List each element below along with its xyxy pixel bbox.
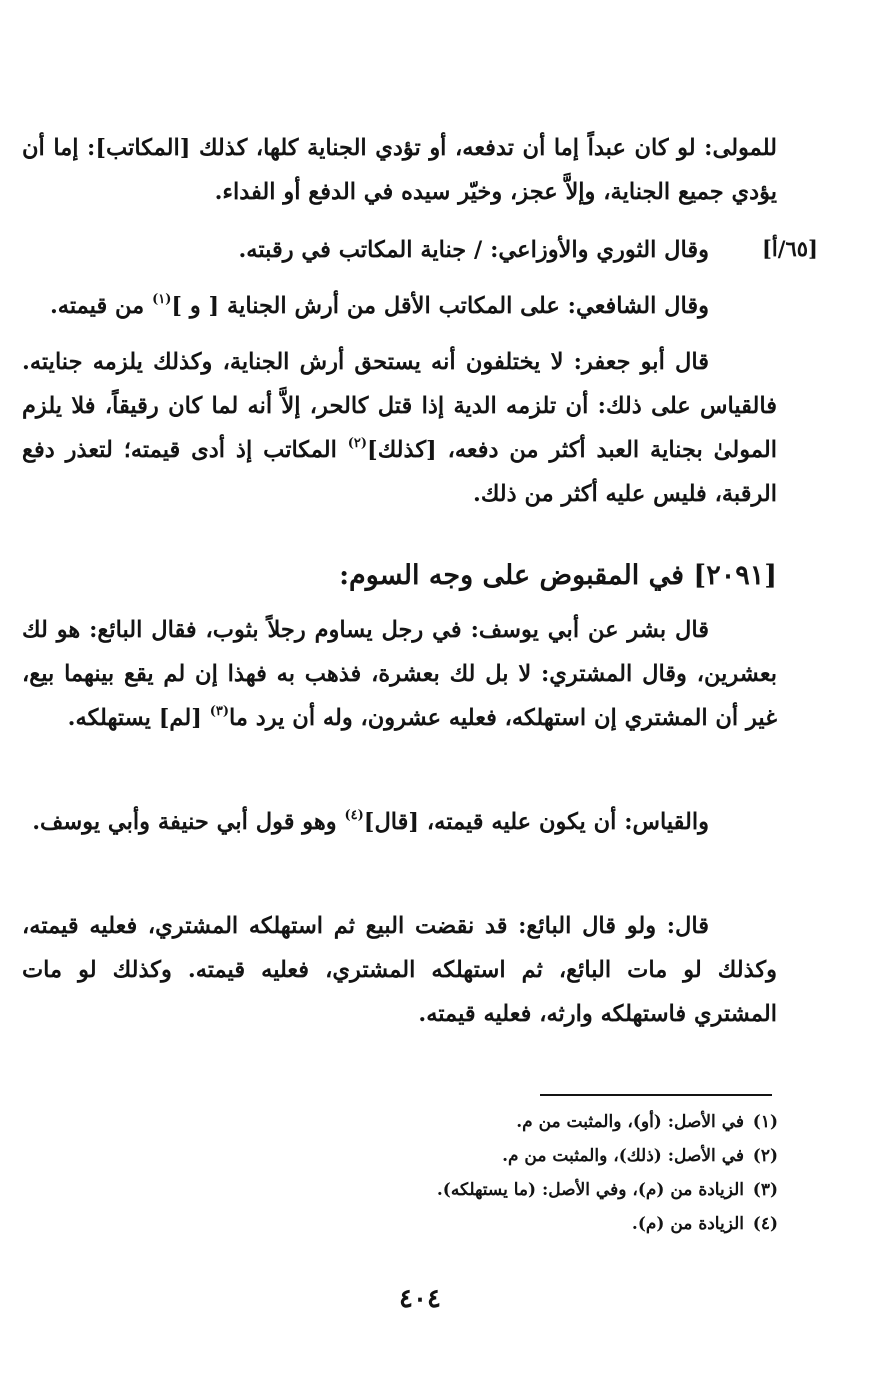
margin-reference: [٦٥/أ] [762, 236, 818, 261]
paragraph-last [22, 904, 777, 1036]
footnote-ref: (١) [152, 291, 172, 307]
footnote-number: (٣) [752, 1180, 778, 1200]
footnote [300, 1142, 778, 1171]
paragraph-text: [لم] يستهلكه. [67, 705, 210, 731]
paragraph-text: والقياس: أن يكون عليه قيمته، [قال] [363, 809, 709, 835]
footnote-text: الزيادة من (م). [631, 1214, 744, 1234]
paragraph-bishr [22, 608, 777, 740]
heading-text: [٢٠٩١] في المقبوض على وجه السوم: [339, 560, 777, 591]
footnote [300, 1210, 778, 1239]
paragraph-text: المكاتب إذ أدى قيمته؛ لتعذر دفع الرقبة، فليس عليه أكثر من ذلك. [22, 437, 777, 507]
footnote-text: الزيادة من (م)، وفي الأصل: (ما يستهلكه). [436, 1180, 744, 1200]
paragraph-continuation [22, 126, 777, 214]
paragraph-text: قال بشر عن أبي يوسف: في رجل يساوم رجلاً بثوب، فقال البائع: هو لك بعشرين، وقال المشتري: لا بل لك بعشرة، فذهب به فهذا إن لم يقع بينهما بيع، غير أن المشتري إن استهلكه، فعليه عشرون، وله أن يرد ما [22, 617, 777, 731]
footnote [300, 1108, 778, 1137]
footnote-ref: (٢) [347, 435, 368, 451]
paragraph-qiyas [22, 800, 777, 844]
paragraph-thawri [22, 228, 777, 272]
page-number: ٤٠٤ [399, 1284, 441, 1314]
footnote-number: (٤) [752, 1214, 778, 1234]
footnote-number: (١) [752, 1112, 778, 1132]
paragraph-shafii [22, 284, 777, 328]
footnote-ref: (٤) [344, 807, 364, 823]
section-heading [22, 556, 777, 596]
paragraph-text: وهو قول أبي حنيفة وأبي يوسف. [32, 809, 345, 835]
footnote-text: في الأصل: (ذلك)، والمثبت من م. [502, 1146, 744, 1166]
footnote-ref: (٣) [209, 703, 230, 719]
footnote-number: (٢) [752, 1146, 778, 1166]
paragraph-text: من قيمته. [49, 293, 153, 319]
paragraph-text: قال أبو جعفر: لا يختلفون أنه يستحق أرش الجناية، وكذلك يلزمه جنايته. فالقياس على ذلك: أن تلزمه الدية إذا قتل كالحر، إلاَّ أنه لما كان رقيقاً، فلا يلزم المولىٰ بجناية العبد أكثر من دفعه، [كذلك] [22, 349, 777, 463]
paragraph-text: للمولى: لو كان عبداً إما أن تدفعه، أو تؤدي الجناية كلها، كذلك [المكاتب]: إما أن يؤدي جميع الجناية، وإلاَّ عجز، وخيّر سيده في الدفع أو الفداء. [22, 135, 777, 205]
paragraph-text: وقال الشافعي: على المكاتب الأقل من أرش الجناية [ و ] [171, 293, 709, 319]
paragraph-text: قال: ولو قال البائع: قد نقضت البيع ثم استهلكه المشتري، فعليه قيمته، وكذلك لو مات البائع، ثم استهلكه المشتري، فعليه قيمته. وكذلك لو مات المشتري فاستهلكه وارثه، فعليه قيمته. [22, 913, 777, 1027]
footnote-divider [540, 1094, 772, 1096]
paragraph-abu-jafar [22, 340, 777, 516]
paragraph-text: وقال الثوري والأوزاعي: / جناية المكاتب في رقبته. [238, 237, 709, 263]
footnote-text: في الأصل: (أو)، والمثبت من م. [516, 1112, 744, 1132]
footnote [300, 1176, 778, 1205]
